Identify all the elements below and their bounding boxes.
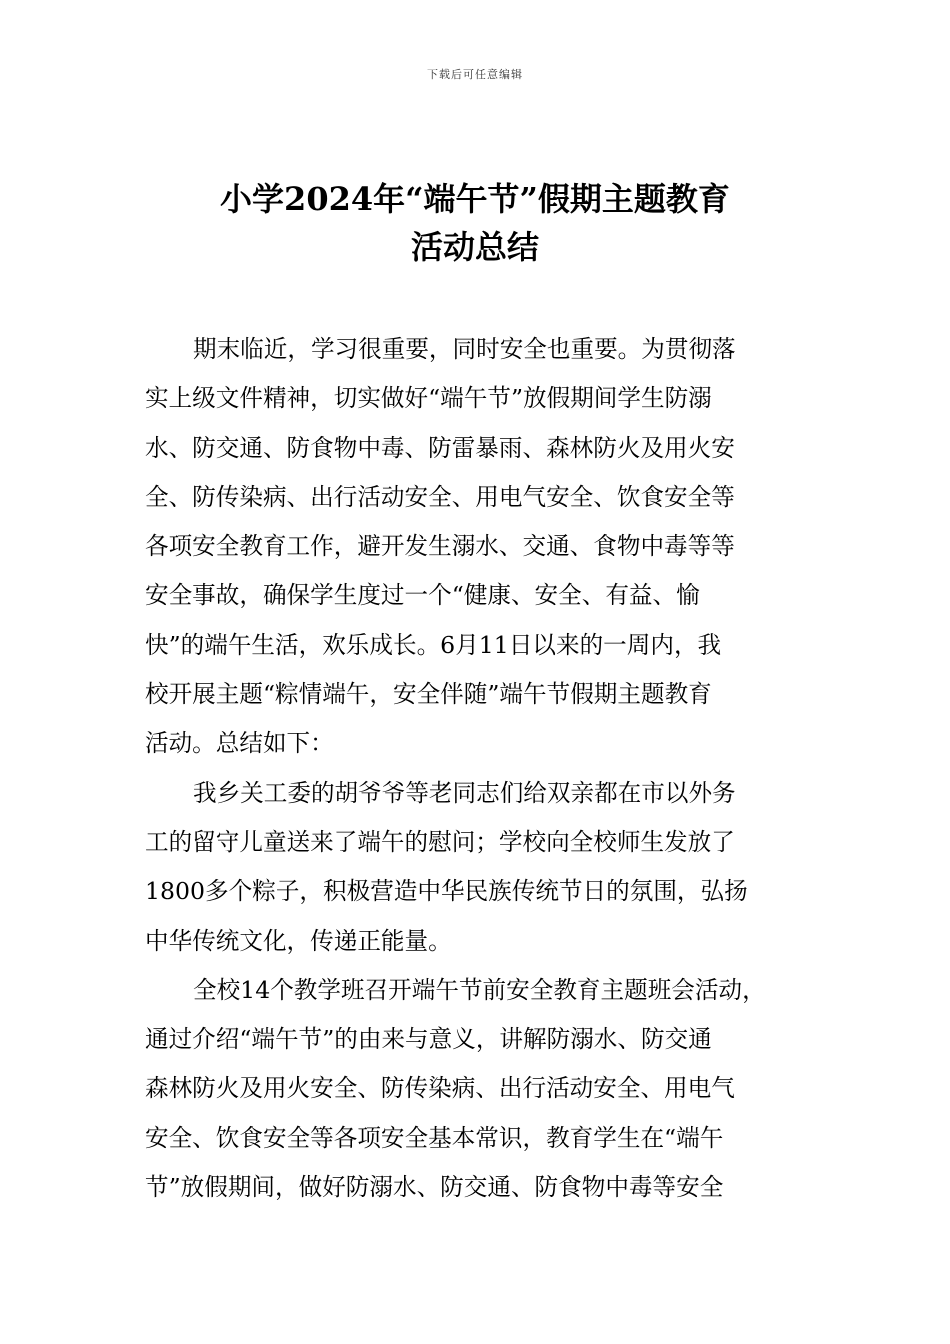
text-line: 全、防传染病、出行活动安全、用电气安全、饮食安全等 [145, 482, 735, 511]
header-note: 下载后可任意编辑 [427, 68, 523, 81]
title-line-2: 活动总结 [410, 228, 539, 266]
paragraph-3 [145, 966, 810, 1212]
text-line: 1800多个粽子，积极营造中华民族传统节日的氛围，弘扬 [145, 877, 748, 906]
text-line: 安全、饮食安全等各项安全基本常识，教育学生在“端午 [145, 1123, 724, 1152]
text-line: 森林防火及用火安全、防传染病、出行活动安全、用电气 [145, 1074, 735, 1103]
text-line: 中华传统文化，传递正能量。 [145, 926, 452, 955]
text-line: 快”的端午生活，欢乐成长。6月11日以来的一周内，我 [145, 630, 722, 659]
text-line: 节”放假期间，做好防溺水、防交通、防食物中毒等安全 [145, 1173, 724, 1202]
document-body [145, 325, 810, 1212]
text-line: 安全事故，确保学生度过一个“健康、安全、有益、愉 [145, 581, 700, 610]
document-title [145, 175, 805, 271]
title-line-1: 小学2024年“端午节”假期主题教育 [220, 180, 730, 218]
text-line: 通过介绍“端午节”的由来与意义，讲解防溺水、防交通 [145, 1025, 712, 1054]
text-line: 实上级文件精神，切实做好“端午节”放假期间学生防溺 [145, 384, 712, 413]
paragraph-2 [145, 769, 810, 966]
text-line: 全校14个教学班召开端午节前安全教育主题班会活动， [193, 975, 766, 1004]
paragraph-1 [145, 325, 810, 769]
text-line: 活动。总结如下： [145, 729, 334, 758]
text-line: 水、防交通、防食物中毒、防雷暴雨、森林防火及用火安 [145, 433, 735, 462]
text-line: 期末临近，学习很重要，同时安全也重要。为贯彻落 [193, 335, 736, 363]
text-line: 我乡关工委的胡爷爷等老同志们给双亲都在市以外务 [193, 778, 736, 807]
text-line: 校开展主题“粽情端午，安全伴随”端午节假期主题教育 [145, 680, 712, 709]
text-line: 各项安全教育工作，避开发生溺水、交通、食物中毒等等 [145, 532, 735, 561]
text-line: 工的留守儿童送来了端午的慰问；学校向全校师生发放了 [145, 827, 735, 856]
